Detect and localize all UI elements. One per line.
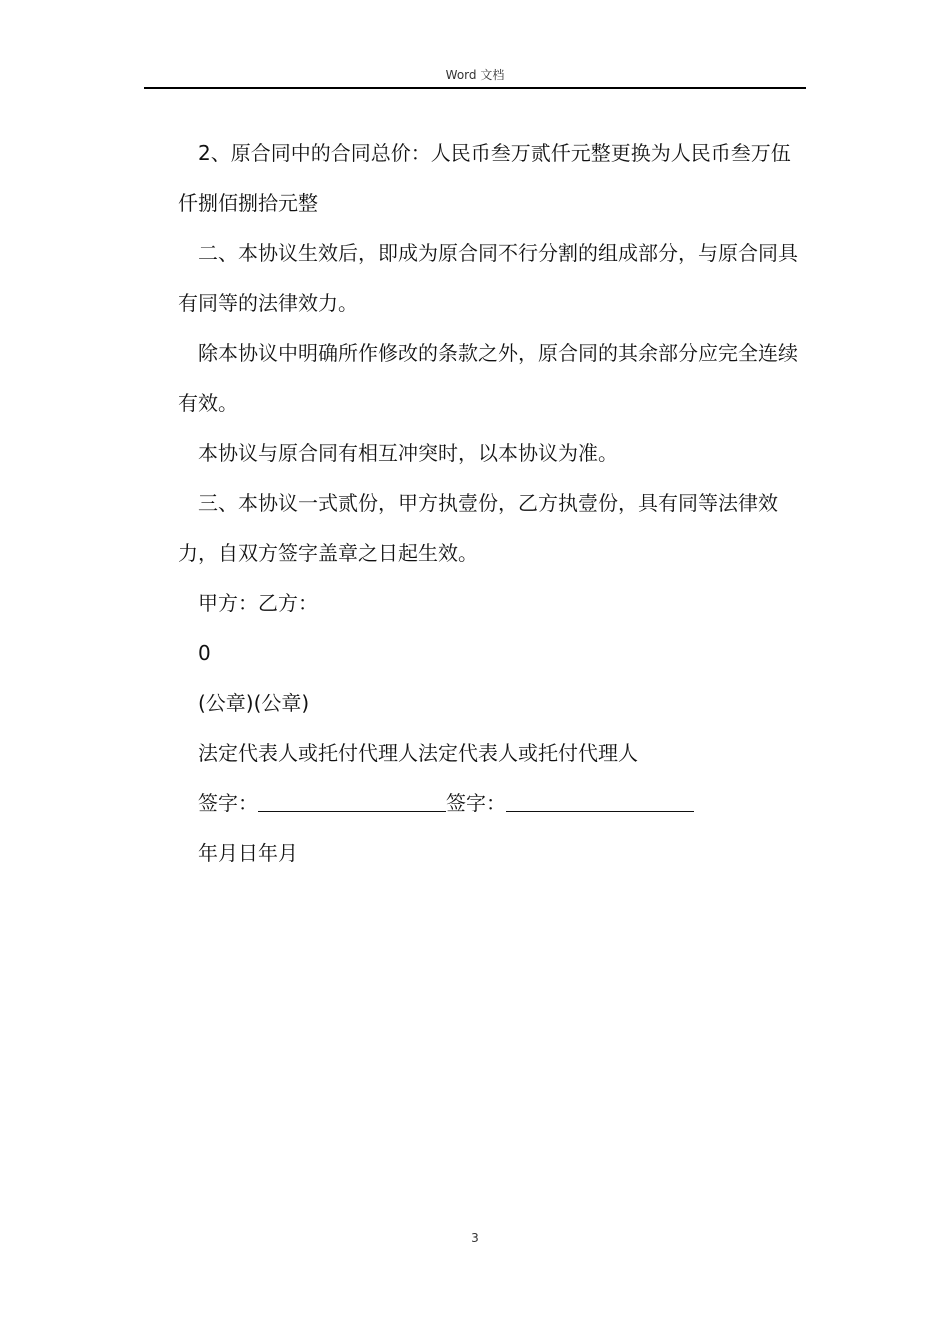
document-body: [178, 128, 804, 878]
paragraph-conflict: 本协议与原合同有相互冲突时，以本协议为准。: [198, 441, 618, 465]
page-number: 3: [471, 1231, 479, 1245]
signature-blank-2: [506, 789, 694, 812]
signature-blank-1: [258, 789, 446, 812]
signature-label-2: 签字：: [446, 791, 506, 815]
paragraph-other-terms: 除本协议中明确所作修改的条款之外，原合同的其余部分应完全连续有效。: [178, 341, 798, 415]
date-line: 年月日年月: [198, 841, 298, 865]
paragraph-copies: 三、本协议一式贰份，甲方执壹份，乙方执壹份，具有同等法律效力，自双方签字盖章之日起生效。: [178, 491, 778, 565]
page-header: [144, 66, 806, 90]
header-title: Word 文档: [445, 68, 505, 82]
signature-label-1: 签字：: [198, 791, 258, 815]
header-rule: [144, 87, 806, 89]
signature-line: [178, 778, 804, 828]
paragraph-effectiveness: 二、本协议生效后，即成为原合同不行分割的组成部分，与原合同具有同等的法律效力。: [178, 241, 798, 315]
paragraph-contract-price: 2、原合同中的合同总价：人民币叁万贰仟元整更换为人民币叁万伍仟捌佰捌拾元整: [178, 141, 791, 215]
seal-line: (公章)(公章): [198, 691, 310, 715]
representatives-line: 法定代表人或托付代理人法定代表人或托付代理人: [198, 741, 638, 765]
parties-line: 甲方：乙方：: [198, 591, 318, 615]
zero-line: 0: [198, 641, 211, 665]
